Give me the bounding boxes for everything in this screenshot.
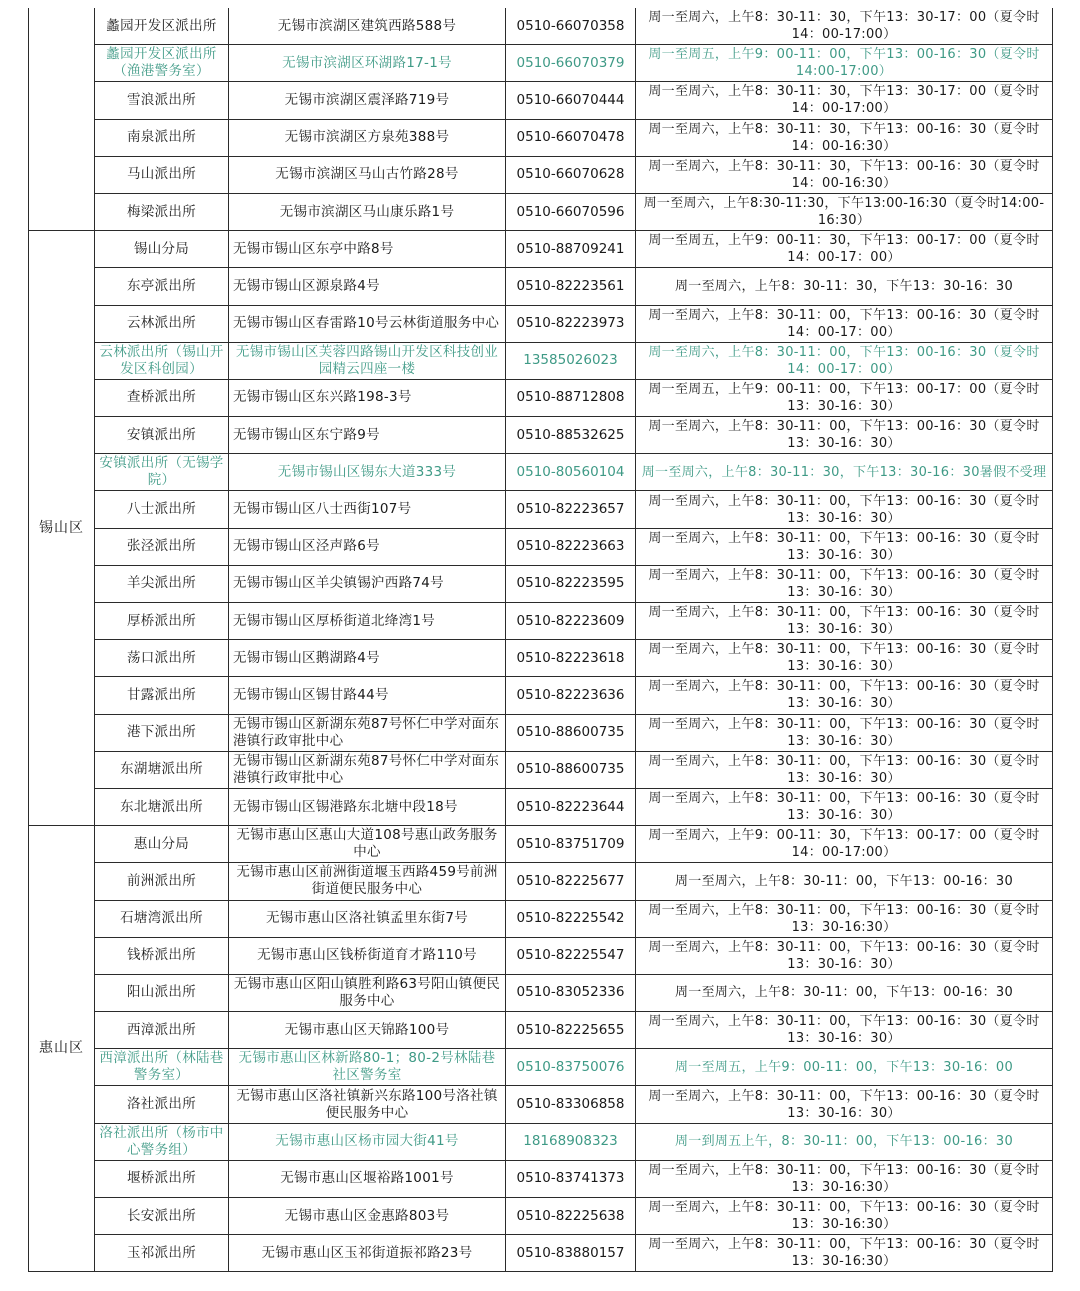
station-name-cell: 长安派出所 (95, 1198, 229, 1235)
office-hours-cell: 周一至周五，上午9：00-11：00，下午13：00-16：30（夏令时14:00-17:00） (636, 45, 1053, 82)
table-row (29, 528, 1053, 565)
phone-cell: 0510-83306858 (506, 1086, 636, 1123)
table-row (29, 900, 1053, 937)
phone-cell: 0510-82223663 (506, 528, 636, 565)
address-cell: 无锡市锡山区锡甘路44号 (229, 677, 506, 714)
phone-cell: 0510-83741373 (506, 1160, 636, 1197)
table-row (29, 1049, 1053, 1086)
address-cell: 无锡市锡山区芙蓉四路锡山开发区科技创业园精云四座一楼 (229, 342, 506, 379)
station-name-cell: 梅梁派出所 (95, 193, 229, 230)
table-row (29, 863, 1053, 900)
station-name-cell: 港下派出所 (95, 714, 229, 751)
table-row (29, 268, 1053, 305)
police-station-table (28, 8, 1053, 1272)
address-cell: 无锡市滨湖区马山古竹路28号 (229, 156, 506, 193)
station-name-cell: 蠡园开发区派出所（渔港警务室） (95, 45, 229, 82)
phone-cell: 0510-80560104 (506, 454, 636, 491)
office-hours-cell: 周一至周六，上午8：30-11：30，下午13：30-17：00（夏令时14：00-17:00） (636, 82, 1053, 119)
phone-cell: 13585026023 (506, 342, 636, 379)
table-row (29, 1160, 1053, 1197)
address-cell: 无锡市锡山区八士西街107号 (229, 491, 506, 528)
address-cell: 无锡市惠山区惠山大道108号惠山政务服务中心 (229, 826, 506, 863)
address-cell: 无锡市惠山区玉祁街道振祁路23号 (229, 1235, 506, 1272)
phone-cell: 0510-66070596 (506, 193, 636, 230)
phone-cell: 0510-83880157 (506, 1235, 636, 1272)
office-hours-cell: 周一至周六，上午8：30-11：00，下午13：00-16：30（夏令时13：30-16：30） (636, 603, 1053, 640)
station-name-cell: 羊尖派出所 (95, 565, 229, 602)
table-row (29, 491, 1053, 528)
station-name-cell: 蠡园开发区派出所 (95, 8, 229, 45)
office-hours-cell: 周一至周六，上午8：30-11：00，下午13：00-16：30（夏令时13：30-16：30） (636, 677, 1053, 714)
office-hours-cell: 周一至周六，上午8：30-11：00，下午13：00-16：30（夏令时13：30-16：30） (636, 1012, 1053, 1049)
phone-cell: 0510-82225547 (506, 937, 636, 974)
table-row (29, 119, 1053, 156)
phone-cell: 0510-82223618 (506, 640, 636, 677)
table-row (29, 751, 1053, 788)
station-name-cell: 惠山分局 (95, 826, 229, 863)
address-cell: 无锡市锡山区新湖东苑87号怀仁中学对面东港镇行政审批中心 (229, 714, 506, 751)
table-row (29, 1235, 1053, 1272)
phone-cell: 0510-83052336 (506, 974, 636, 1011)
table-row (29, 156, 1053, 193)
address-cell: 无锡市锡山区东宁路9号 (229, 417, 506, 454)
office-hours-cell: 周一至周六，上午9：00-11：30，下午13：00-17：00（夏令时14：00-17:00） (636, 826, 1053, 863)
office-hours-cell: 周一至周六，上午8：30-11：00，下午13：00-16：30（夏令时13：30-16：30） (636, 788, 1053, 825)
office-hours-cell: 周一到周五上午，8：30-11：00，下午13：00-16：30 (636, 1123, 1053, 1160)
address-cell: 无锡市滨湖区环湖路17-1号 (229, 45, 506, 82)
office-hours-cell: 周一至周五，上午9：00-11：00，下午13：00-17：00（夏令时13：30-16：30） (636, 379, 1053, 416)
table-row (29, 826, 1053, 863)
office-hours-cell: 周一至周六，上午8：30-11：30，下午13：00-16：30（夏令时14：00-16:30） (636, 119, 1053, 156)
table-row (29, 231, 1053, 268)
office-hours-cell: 周一至周六，上午8：30-11：00，下午13：00-16：30（夏令时13：30-16：30） (636, 937, 1053, 974)
station-name-cell: 安镇派出所（无锡学院） (95, 454, 229, 491)
office-hours-cell: 周一至周六，上午8：30-11：00，下午13：00-16：30（夏令时13：30-16：30） (636, 1086, 1053, 1123)
station-name-cell: 锡山分局 (95, 231, 229, 268)
address-cell: 无锡市惠山区天锦路100号 (229, 1012, 506, 1049)
table-row (29, 1012, 1053, 1049)
phone-cell: 0510-82223644 (506, 788, 636, 825)
address-cell: 无锡市锡山区厚桥街道北绛湾1号 (229, 603, 506, 640)
office-hours-cell: 周一至周六，上午8：30-11：00，下午13：00-16：30（夏令时13：30-16:30） (636, 900, 1053, 937)
phone-cell: 0510-88532625 (506, 417, 636, 454)
office-hours-cell: 周一至周六，上午8：30-11：00，下午13：00-16：30（夏令时13：30-16：30） (636, 417, 1053, 454)
office-hours-cell: 周一至周六，上午8：30-11：30，下午13：30-17：00（夏令时14：00-17:00） (636, 8, 1053, 45)
address-cell: 无锡市滨湖区建筑西路588号 (229, 8, 506, 45)
phone-cell: 0510-82223561 (506, 268, 636, 305)
station-name-cell: 东北塘派出所 (95, 788, 229, 825)
phone-cell: 18168908323 (506, 1123, 636, 1160)
address-cell: 无锡市锡山区泾声路6号 (229, 528, 506, 565)
phone-cell: 0510-66070478 (506, 119, 636, 156)
office-hours-cell: 周一至周六，上午8：30-11：00，下午13：00-16：30（夏令时13：30-16：30） (636, 565, 1053, 602)
office-hours-cell: 周一至周六，上午8：30-11：00，下午13：00-16：30 (636, 974, 1053, 1011)
phone-cell: 0510-82225542 (506, 900, 636, 937)
office-hours-cell: 周一至周六，上午8：30-11：00，下午13：00-16：30（夏令时14：00-17：00） (636, 342, 1053, 379)
phone-cell: 0510-66070358 (506, 8, 636, 45)
station-name-cell: 南泉派出所 (95, 119, 229, 156)
office-hours-cell: 周一至周六，上午8：30-11：00，下午13：00-16：30（夏令时13：30-16：30） (636, 528, 1053, 565)
table-row (29, 342, 1053, 379)
phone-cell: 0510-82223973 (506, 305, 636, 342)
address-cell: 无锡市锡山区新湖东苑87号怀仁中学对面东港镇行政审批中心 (229, 751, 506, 788)
office-hours-cell: 周一至周六，上午8：30-11：00，下午13：00-16：30（夏令时13：30-16:30） (636, 1235, 1053, 1272)
table-row (29, 974, 1053, 1011)
phone-cell: 0510-82225677 (506, 863, 636, 900)
address-cell: 无锡市惠山区前洲街道堰玉西路459号前洲街道便民服务中心 (229, 863, 506, 900)
table-row (29, 565, 1053, 602)
office-hours-cell: 周一至周六，上午8：30-11：00，下午13：00-16：30 (636, 863, 1053, 900)
office-hours-cell: 周一至周六，上午8：30-11：30，下午13：00-16：30（夏令时14：00-16:30） (636, 156, 1053, 193)
address-cell: 无锡市惠山区杨市园大街41号 (229, 1123, 506, 1160)
district-cell: 锡山区 (29, 231, 95, 826)
address-cell: 无锡市锡山区锡东大道333号 (229, 454, 506, 491)
station-name-cell: 阳山派出所 (95, 974, 229, 1011)
office-hours-cell: 周一至周五，上午9：00-11：00，下午13：30-16：00 (636, 1049, 1053, 1086)
table-row (29, 193, 1053, 230)
table-row (29, 1086, 1053, 1123)
station-name-cell: 八士派出所 (95, 491, 229, 528)
address-cell: 无锡市锡山区羊尖镇锡沪西路74号 (229, 565, 506, 602)
station-name-cell: 张泾派出所 (95, 528, 229, 565)
table-row (29, 937, 1053, 974)
station-name-cell: 西漳派出所 (95, 1012, 229, 1049)
station-name-cell: 云林派出所 (95, 305, 229, 342)
phone-cell: 0510-82223609 (506, 603, 636, 640)
table-row (29, 788, 1053, 825)
station-name-cell: 钱桥派出所 (95, 937, 229, 974)
address-cell: 无锡市惠山区洛社镇新兴东路100号洛社镇便民服务中心 (229, 1086, 506, 1123)
office-hours-cell: 周一至周六，上午8：30-11：00，下午13：00-16：30（夏令时13：30-16:30） (636, 1160, 1053, 1197)
address-cell: 无锡市滨湖区方泉苑388号 (229, 119, 506, 156)
table-row (29, 1123, 1053, 1160)
office-hours-cell: 周一至周六，上午8：30-11：30，下午13：30-16：30 (636, 268, 1053, 305)
station-name-cell: 堰桥派出所 (95, 1160, 229, 1197)
office-hours-cell: 周一至周六，上午8：30-11：00，下午13：00-16：30（夏令时13：30-16：30） (636, 751, 1053, 788)
station-name-cell: 洛社派出所 (95, 1086, 229, 1123)
address-cell: 无锡市惠山区钱桥街道育才路110号 (229, 937, 506, 974)
phone-cell: 0510-66070628 (506, 156, 636, 193)
table-row (29, 454, 1053, 491)
address-cell: 无锡市滨湖区震泽路719号 (229, 82, 506, 119)
address-cell: 无锡市惠山区阳山镇胜利路63号阳山镇便民服务中心 (229, 974, 506, 1011)
address-cell: 无锡市惠山区金惠路803号 (229, 1198, 506, 1235)
phone-cell: 0510-66070379 (506, 45, 636, 82)
office-hours-cell: 周一至周六，上午8：30-11：00，下午13：00-16：30（夏令时13：30-16：30） (636, 714, 1053, 751)
phone-cell: 0510-66070444 (506, 82, 636, 119)
address-cell: 无锡市锡山区锡港路东北塘中段18号 (229, 788, 506, 825)
station-name-cell: 马山派出所 (95, 156, 229, 193)
table-row (29, 640, 1053, 677)
address-cell: 无锡市惠山区堰裕路1001号 (229, 1160, 506, 1197)
station-name-cell: 荡口派出所 (95, 640, 229, 677)
address-cell: 无锡市滨湖区马山康乐路1号 (229, 193, 506, 230)
phone-cell: 0510-88709241 (506, 231, 636, 268)
address-cell: 无锡市锡山区源泉路4号 (229, 268, 506, 305)
address-cell: 无锡市惠山区洛社镇孟里东街7号 (229, 900, 506, 937)
station-name-cell: 西漳派出所（林陆巷警务室） (95, 1049, 229, 1086)
station-name-cell: 查桥派出所 (95, 379, 229, 416)
station-name-cell: 石塘湾派出所 (95, 900, 229, 937)
office-hours-cell: 周一至周六，上午8：30-11：30，下午13：30-16：30暑假不受理 (636, 454, 1053, 491)
address-cell: 无锡市锡山区东亭中路8号 (229, 231, 506, 268)
phone-cell: 0510-83750076 (506, 1049, 636, 1086)
office-hours-cell: 周一至周六，上午8：30-11：00，下午13：00-16：30（夏令时13：30-16：30） (636, 640, 1053, 677)
table-row (29, 45, 1053, 82)
table-row (29, 305, 1053, 342)
station-name-cell: 云林派出所（锡山开发区科创园） (95, 342, 229, 379)
phone-cell: 0510-88600735 (506, 714, 636, 751)
table-body (29, 8, 1053, 1272)
address-cell: 无锡市惠山区林新路80-1；80-2号林陆巷社区警务室 (229, 1049, 506, 1086)
table-row (29, 417, 1053, 454)
office-hours-cell: 周一至周六，上午8：30-11：00，下午13：00-16：30（夏令时13：30-16：30） (636, 491, 1053, 528)
station-name-cell: 甘露派出所 (95, 677, 229, 714)
phone-cell: 0510-82225638 (506, 1198, 636, 1235)
station-name-cell: 厚桥派出所 (95, 603, 229, 640)
district-cell (29, 8, 95, 231)
table-row (29, 603, 1053, 640)
table-row (29, 714, 1053, 751)
phone-cell: 0510-83751709 (506, 826, 636, 863)
address-cell: 无锡市锡山区东兴路198-3号 (229, 379, 506, 416)
table-row (29, 1198, 1053, 1235)
station-name-cell: 雪浪派出所 (95, 82, 229, 119)
table-row (29, 82, 1053, 119)
office-hours-cell: 周一至周六，上午8：30-11：00，下午13：00-16：30（夏令时14：00-17：00） (636, 305, 1053, 342)
table-row (29, 677, 1053, 714)
address-cell: 无锡市锡山区鹅湖路4号 (229, 640, 506, 677)
phone-cell: 0510-82223636 (506, 677, 636, 714)
district-cell: 惠山区 (29, 826, 95, 1272)
phone-cell: 0510-88712808 (506, 379, 636, 416)
station-name-cell: 洛社派出所（杨市中心警务组） (95, 1123, 229, 1160)
office-hours-cell: 周一至周五，上午9：00-11：30，下午13：00-17：00（夏令时14：00-17：00） (636, 231, 1053, 268)
address-cell: 无锡市锡山区春雷路10号云林街道服务中心 (229, 305, 506, 342)
table-row (29, 8, 1053, 45)
phone-cell: 0510-82223595 (506, 565, 636, 602)
phone-cell: 0510-88600735 (506, 751, 636, 788)
station-name-cell: 前洲派出所 (95, 863, 229, 900)
station-name-cell: 东亭派出所 (95, 268, 229, 305)
station-name-cell: 玉祁派出所 (95, 1235, 229, 1272)
phone-cell: 0510-82225655 (506, 1012, 636, 1049)
station-name-cell: 安镇派出所 (95, 417, 229, 454)
office-hours-cell: 周一至周六，上午8:30-11:30，下午13:00-16:30（夏令时14:00-16:30） (636, 193, 1053, 230)
office-hours-cell: 周一至周六，上午8：30-11：00，下午13：00-16：30（夏令时13：30-16:30） (636, 1198, 1053, 1235)
phone-cell: 0510-82223657 (506, 491, 636, 528)
station-name-cell: 东湖塘派出所 (95, 751, 229, 788)
table-row (29, 379, 1053, 416)
